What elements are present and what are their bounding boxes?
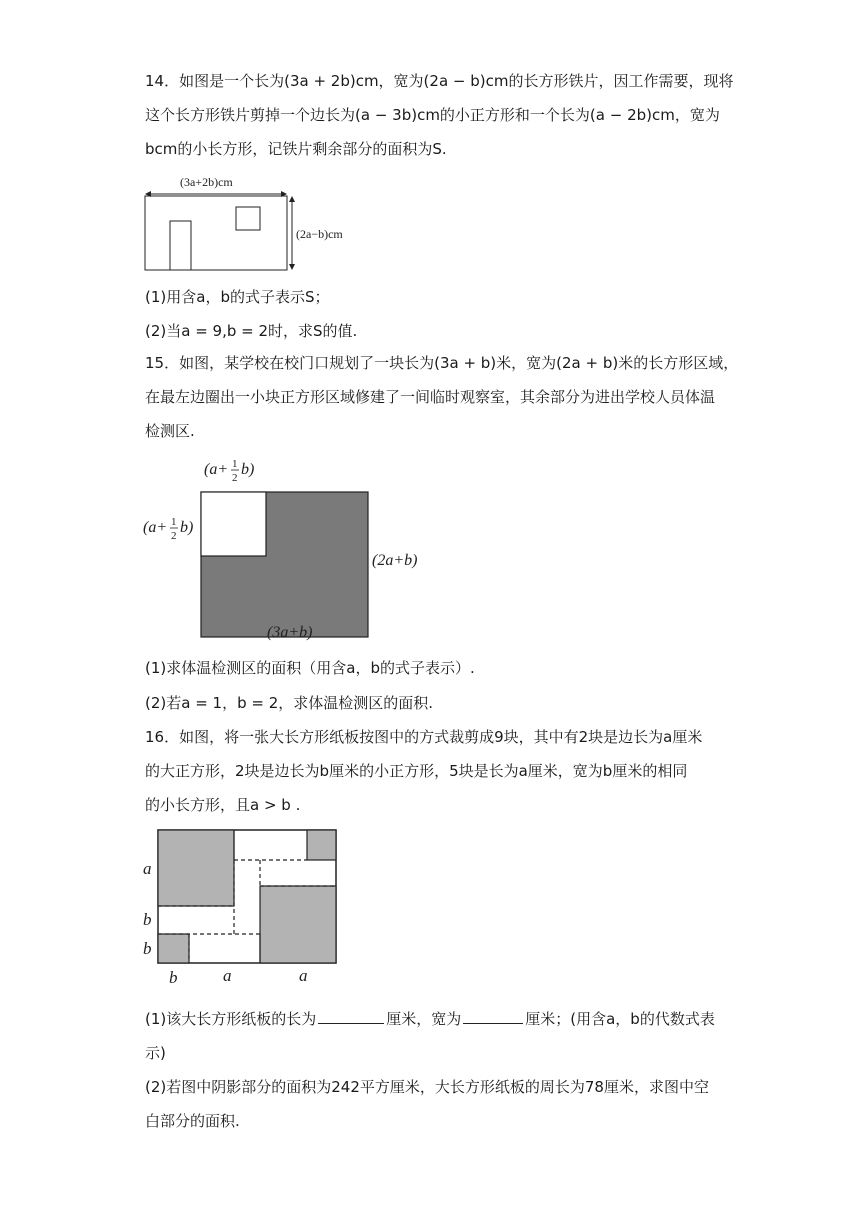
q15-left-label-end: b): [180, 519, 194, 536]
q14-small-square: [236, 207, 260, 230]
q16-label-b-bottom: b: [169, 968, 178, 987]
q15-line-1: 15．如图，某学校在校门口规划了一块长为(3a + b)米，宽为(2a + b)米的长方形区域，: [145, 354, 739, 372]
q15-line-2: 在最左边圈出一小块正方形区域修建了一间临时观察室，其余部分为进出学校人员体温: [145, 388, 716, 406]
q16-figure: [138, 825, 348, 990]
q15-top-label-start: (a+: [204, 461, 229, 478]
q16-label-a-bottom-1: a: [223, 966, 232, 985]
q15-left-frac-den: 2: [171, 530, 177, 542]
q15-left-label-start: (a+: [143, 519, 168, 536]
q15-sub2: (2)若a = 1，b = 2，求体温检测区的面积.: [145, 694, 434, 712]
q16-label-a-bottom-2: a: [299, 966, 308, 985]
q15-sub1: (1)求体温检测区的面积（用含a，b的式子表示）.: [145, 659, 475, 677]
q16-sub1-part1: (1)该大长方形纸板的长为: [145, 1010, 317, 1028]
q16-sub2-line-1: (2)若图中阴影部分的面积为242平方厘米，大长方形纸板的周长为78厘米，求图中空: [145, 1078, 709, 1096]
q14-sub1: (1)用含a，b的式子表示S；: [145, 288, 330, 306]
q15-left-frac-num: 1: [171, 516, 177, 528]
q15-top-frac-num: 1: [232, 458, 238, 470]
q14-line-3: bcm的小长方形，记铁片剩余部分的面积为S.: [145, 140, 447, 158]
q16-line-2: 的大正方形，2块是边长为b厘米的小正方形，5块是长为a厘米，宽为b厘米的相同: [145, 762, 688, 780]
q16-small-square-1: [307, 830, 336, 860]
q14-metal-sheet: [145, 196, 287, 270]
q15-top-frac-den: 2: [232, 472, 238, 484]
q14-right-label: (2a−b)cm: [296, 227, 343, 241]
q16-label-b-left-1: b: [143, 910, 152, 929]
q16-sub2-line-2: 白部分的面积.: [145, 1112, 240, 1130]
q15-figure: [140, 455, 440, 645]
q15-right-label: (2a+b): [372, 552, 418, 569]
q16-small-square-2: [158, 934, 189, 963]
q16-sub1-part2: 厘米，宽为: [386, 1010, 462, 1028]
q16-sub1: [145, 1008, 725, 1030]
q16-label-b-left-2: b: [143, 939, 152, 958]
q16-sub1-line-2: 示): [145, 1044, 166, 1062]
q16-sub1-part3: 厘米；(用含a，b的代数式表: [525, 1010, 715, 1028]
q16-label-a-left: a: [143, 859, 152, 878]
q15-bottom-label: (3a+b): [267, 624, 313, 641]
q16-width-blank[interactable]: [463, 1008, 523, 1024]
q14-figure: [140, 172, 370, 278]
q14-sub2: (2)当a = 9,b = 2时，求S的值.: [145, 322, 358, 340]
q14-top-label: (3a+2b)cm: [180, 175, 233, 189]
q14-small-rectangle: [170, 221, 191, 270]
q16-big-square-2: [260, 886, 336, 963]
q16-length-blank[interactable]: [318, 1008, 384, 1024]
q15-top-label-end: b): [241, 461, 255, 478]
q15-line-3: 检测区.: [145, 422, 195, 440]
q14-line-1: 14．如图是一个长为(3a + 2b)cm，宽为(2a − b)cm的长方形铁片，因工作需要，现将: [145, 72, 734, 90]
q16-line-1: 16．如图，将一张大长方形纸板按图中的方式裁剪成9块，其中有2块是边长为a厘米: [145, 728, 703, 746]
q16-big-square-1: [158, 830, 234, 906]
q15-observation-room: [201, 492, 266, 556]
q14-line-2: 这个长方形铁片剪掉一个边长为(a − 3b)cm的小正方形和一个长为(a − 2b)cm，宽为: [145, 106, 720, 124]
q16-line-3: 的小长方形，且a > b .: [145, 796, 301, 814]
